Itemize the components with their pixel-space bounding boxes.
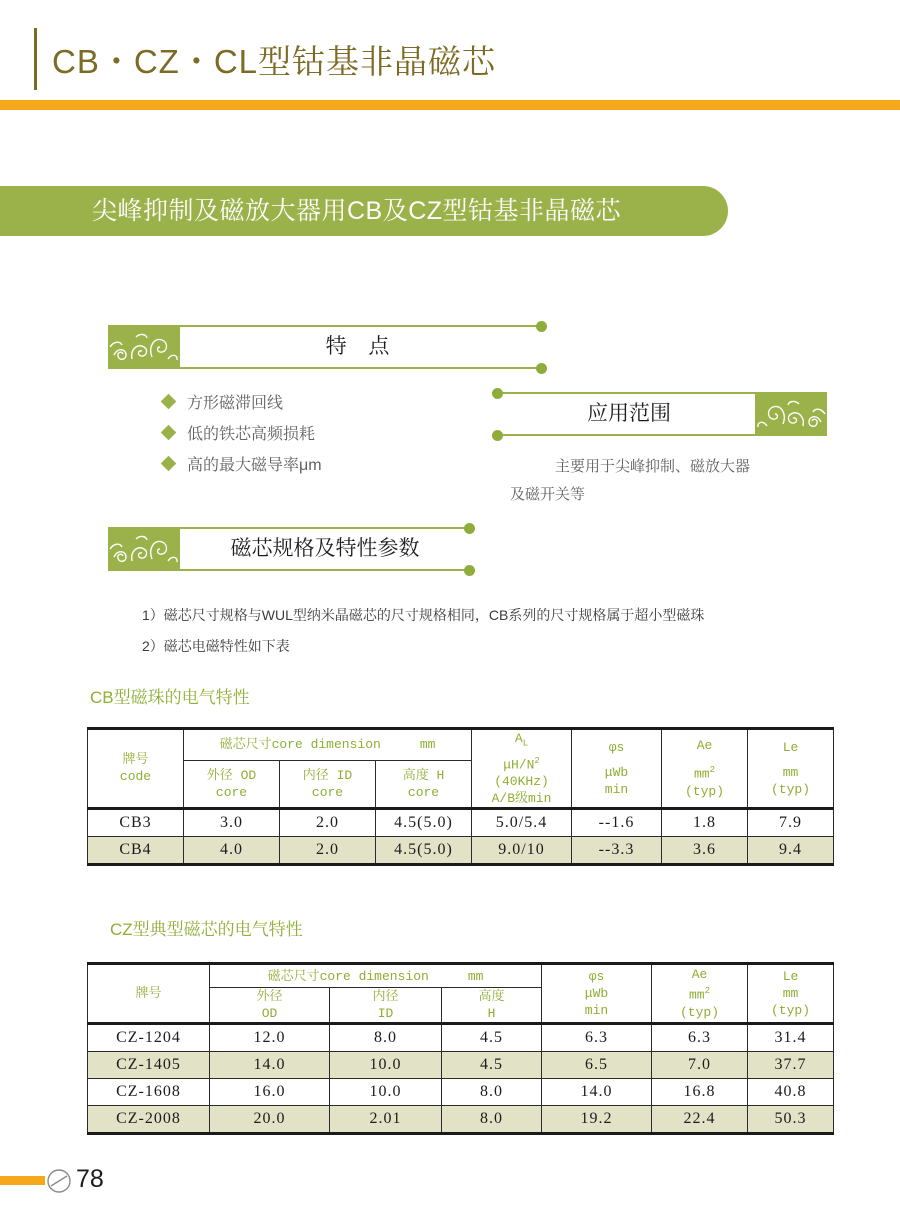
cell-id: 2.01 xyxy=(330,1106,442,1134)
cell-le: 9.4 xyxy=(748,836,834,864)
cz-ae-unit: mm xyxy=(688,987,705,1003)
cb-group-title: 磁芯尺寸core dimension xyxy=(219,737,381,753)
cz-col-od xyxy=(210,988,330,1024)
list-item xyxy=(163,417,493,448)
cell-od: 16.0 xyxy=(210,1079,330,1106)
cz-le-condition: (typ) xyxy=(770,1003,810,1018)
cell-id: 10.0 xyxy=(330,1052,442,1079)
application-line-1: 主要用于尖峰抑制、磁放大器 xyxy=(555,458,751,475)
cz-col-dimension-group xyxy=(210,964,542,988)
cz-h-cn: 高度 xyxy=(478,989,505,1004)
cz-od-cn: 外径 xyxy=(256,989,283,1004)
table-row xyxy=(88,836,834,864)
section-banner-label: 尖峰抑制及磁放大器用CB及CZ型钴基非晶磁芯 xyxy=(92,197,622,225)
cz-col-ae xyxy=(652,964,748,1024)
cb-al-superscript: 2 xyxy=(534,755,540,766)
table-row xyxy=(88,808,834,836)
cb-col-h xyxy=(376,760,472,808)
cb-group-unit: mm xyxy=(419,737,436,753)
cb-col-code-cn: 牌号 xyxy=(122,752,149,768)
footer-logo-icon xyxy=(46,1168,72,1194)
application-heading-label: 应用范围 xyxy=(587,402,671,425)
cell-id: 2.0 xyxy=(280,836,376,864)
cz-col-code-cn: 牌号 xyxy=(135,986,162,1001)
cell-phis: 6.5 xyxy=(542,1052,652,1079)
cz-col-le xyxy=(748,964,834,1024)
application-line-2: 及磁开关等 xyxy=(510,486,586,503)
cell-code: CZ-2008 xyxy=(88,1106,210,1134)
cz-table-caption: CZ型典型磁芯的电气特性 xyxy=(110,920,303,939)
cell-ae: 1.8 xyxy=(662,808,748,836)
cell-h: 4.5(5.0) xyxy=(376,836,472,864)
cell-code: CZ-1204 xyxy=(88,1024,210,1052)
cell-le: 31.4 xyxy=(748,1024,834,1052)
cell-phis: --3.3 xyxy=(572,836,662,864)
cb-col-ae xyxy=(662,729,748,809)
cell-ae: 6.3 xyxy=(652,1024,748,1052)
cb-electrical-table xyxy=(87,727,834,866)
cell-le: 40.8 xyxy=(748,1079,834,1106)
cell-h: 8.0 xyxy=(442,1106,542,1134)
cz-col-id xyxy=(330,988,442,1024)
spec-heading-label: 磁芯规格及特性参数 xyxy=(230,537,420,560)
cell-code: CB3 xyxy=(88,808,184,836)
table-row xyxy=(88,1079,834,1106)
cb-col-le xyxy=(748,729,834,809)
cell-le: 7.9 xyxy=(748,808,834,836)
cb-le-condition: (typ) xyxy=(770,781,810,797)
cell-phis: 14.0 xyxy=(542,1079,652,1106)
cell-id: 10.0 xyxy=(330,1079,442,1106)
cz-group-title: 磁芯尺寸core dimension xyxy=(267,968,429,984)
features-list xyxy=(163,386,493,479)
cell-ae: 7.0 xyxy=(652,1052,748,1079)
cz-id-cn: 内径 xyxy=(372,989,399,1004)
cb-col-phis xyxy=(572,729,662,809)
page-header xyxy=(0,0,900,118)
cb-col-od xyxy=(184,760,280,808)
cell-od: 4.0 xyxy=(184,836,280,864)
cell-od: 12.0 xyxy=(210,1024,330,1052)
cb-al-frequency: (40KHz) xyxy=(494,773,549,789)
cell-phis: --1.6 xyxy=(572,808,662,836)
cell-od: 20.0 xyxy=(210,1106,330,1134)
cb-le-symbol: Le xyxy=(782,739,799,755)
cb-ae-unit: mm xyxy=(693,766,710,782)
cell-al: 5.0/5.4 xyxy=(472,808,572,836)
cz-electrical-table xyxy=(87,962,834,1135)
cz-col-h xyxy=(442,988,542,1024)
cz-phis-unit: μWb xyxy=(584,986,609,1001)
cz-ae-condition: (typ) xyxy=(679,1004,719,1020)
cz-h-en: H xyxy=(487,1006,496,1021)
diamond-bullet-icon xyxy=(161,456,177,472)
cell-h: 4.5 xyxy=(442,1052,542,1079)
cb-ae-symbol: Ae xyxy=(696,738,713,754)
ornament-swirl-icon xyxy=(108,527,180,571)
cell-id: 8.0 xyxy=(330,1024,442,1052)
cb-od-en: core xyxy=(215,784,248,800)
feature-text: 高的最大磁导率μm xyxy=(187,457,322,474)
cb-col-dimension-group xyxy=(184,729,472,761)
cz-ae-superscript: 2 xyxy=(704,986,710,997)
cb-ae-superscript: 2 xyxy=(709,765,715,776)
diamond-bullet-icon xyxy=(161,425,177,441)
cb-al-unit: μH/N xyxy=(503,756,535,772)
cell-id: 2.0 xyxy=(280,808,376,836)
cell-h: 8.0 xyxy=(442,1079,542,1106)
footer-orange-bar xyxy=(0,1176,45,1185)
cell-code: CB4 xyxy=(88,836,184,864)
list-item xyxy=(163,448,493,479)
table-row xyxy=(88,1052,834,1079)
features-heading-box xyxy=(108,325,443,369)
cell-le: 37.7 xyxy=(748,1052,834,1079)
cell-ae: 3.6 xyxy=(662,836,748,864)
cb-phis-condition: min xyxy=(604,781,629,797)
ornament-swirl-icon xyxy=(108,325,180,369)
cell-ae: 16.8 xyxy=(652,1079,748,1106)
spec-notes xyxy=(142,600,862,662)
cz-phis-symbol: φs xyxy=(588,969,605,984)
cb-od-cn: 外径 OD xyxy=(206,767,257,783)
cell-le: 50.3 xyxy=(748,1106,834,1134)
cb-phis-symbol: φs xyxy=(608,739,625,755)
cb-al-grade: A/B级min xyxy=(491,790,552,806)
cb-col-code xyxy=(88,729,184,809)
feature-text: 低的铁芯高频损耗 xyxy=(187,426,316,443)
feature-text: 方形磁滞回线 xyxy=(187,395,284,412)
cb-ae-condition: (typ) xyxy=(684,783,724,799)
cb-h-cn: 高度 H xyxy=(402,767,445,783)
cz-le-unit: mm xyxy=(782,986,799,1001)
cell-od: 14.0 xyxy=(210,1052,330,1079)
cell-al: 9.0/10 xyxy=(472,836,572,864)
section-banner xyxy=(0,186,728,236)
page-title: CB・CZ・CL型钴基非晶磁芯 xyxy=(52,43,497,80)
application-description xyxy=(510,453,840,509)
note-2: 2）磁芯电磁特性如下表 xyxy=(142,638,290,654)
cb-le-unit: mm xyxy=(782,764,799,780)
cb-id-cn: 内径 ID xyxy=(302,767,353,783)
cb-h-en: core xyxy=(407,784,440,800)
cell-code: CZ-1405 xyxy=(88,1052,210,1079)
cz-id-en: ID xyxy=(377,1006,394,1021)
cz-group-unit: mm xyxy=(467,968,484,984)
cb-phis-unit: μWb xyxy=(604,764,629,780)
cb-table-caption: CB型磁珠的电气特性 xyxy=(90,688,250,707)
diamond-bullet-icon xyxy=(161,394,177,410)
table-row xyxy=(88,1106,834,1134)
table-row xyxy=(88,1024,834,1052)
list-item xyxy=(163,386,493,417)
application-heading-box xyxy=(492,392,827,436)
cb-col-code-en: code xyxy=(119,769,152,785)
cb-col-id xyxy=(280,760,376,808)
cz-col-code xyxy=(88,964,210,1024)
cell-h: 4.5(5.0) xyxy=(376,808,472,836)
cell-ae: 22.4 xyxy=(652,1106,748,1134)
features-heading-label: 特 点 xyxy=(325,335,398,358)
cz-od-en: OD xyxy=(261,1006,278,1021)
page-number: 78 xyxy=(76,1165,104,1193)
cell-od: 3.0 xyxy=(184,808,280,836)
cell-phis: 19.2 xyxy=(542,1106,652,1134)
header-accent-rule xyxy=(34,28,37,90)
spec-heading-box xyxy=(108,527,483,571)
cb-id-en: core xyxy=(311,784,344,800)
cb-al-subscript: L xyxy=(522,738,529,749)
note-1: 1）磁芯尺寸规格与WUL型纳米晶磁芯的尺寸规格相同，CB系列的尺寸规格属于超小型磁珠 xyxy=(142,607,705,623)
cb-al-symbol: A xyxy=(514,731,523,746)
cz-le-symbol: Le xyxy=(782,969,799,984)
ornament-swirl-icon xyxy=(755,392,827,436)
cz-phis-condition: min xyxy=(584,1003,609,1018)
header-orange-bar xyxy=(0,100,900,110)
cb-col-al xyxy=(472,729,572,809)
cell-phis: 6.3 xyxy=(542,1024,652,1052)
cz-col-phis xyxy=(542,964,652,1024)
cz-ae-symbol: Ae xyxy=(691,967,708,983)
cell-code: CZ-1608 xyxy=(88,1079,210,1106)
cell-h: 4.5 xyxy=(442,1024,542,1052)
